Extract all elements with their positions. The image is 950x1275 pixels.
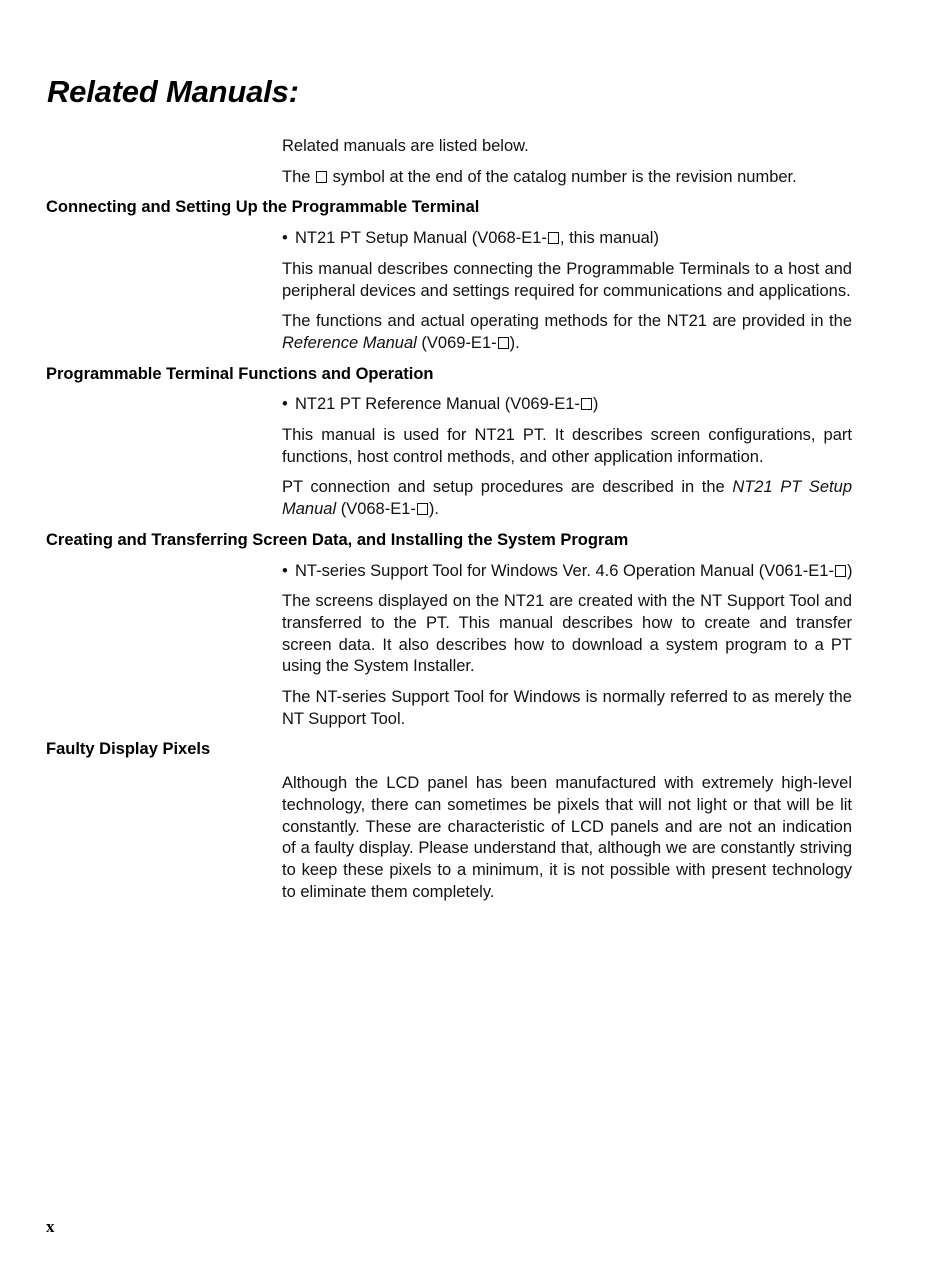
section-heading-functions: Programmable Terminal Functions and Operation [46, 364, 434, 383]
revision-box-icon [835, 565, 846, 577]
manual-bullet-reference [282, 394, 852, 416]
revision-box-icon [548, 232, 559, 244]
setup-ref-mid: (V069-E1- [416, 333, 497, 352]
revision-box-icon [417, 503, 428, 515]
revision-note-pre: The [282, 167, 316, 186]
support-tool-description: The screens displayed on the NT21 are created with the NT Support Tool and transferred to the PT. This manual describes how to create and transfer screen data. It also describes how to download a system program to a PT using the System Installer. [282, 592, 852, 676]
page-title: Related Manuals: [47, 74, 299, 109]
manual-bullet-support-tool-post: ) [846, 561, 853, 580]
section-heading-screen-data: Creating and Transferring Screen Data, and Installing the System Program [46, 530, 629, 549]
setup-description: This manual describes connecting the Programmable Terminals to a host and peripheral devices and settings required for communications and applications. [282, 259, 852, 300]
setup-ref-pre: The functions and actual operating methods for the NT21 are provided in the [282, 312, 852, 331]
revision-note-post: symbol at the end of the catalog number is the revision number. [328, 167, 797, 186]
manual-bullet-setup-pre: NT21 PT Setup Manual (V068-E1- [295, 229, 547, 248]
reference-note-post: ). [428, 500, 440, 519]
support-tool-note: The NT-series Support Tool for Windows is normally referred to as merely the NT Support Tool. [282, 688, 852, 728]
manual-bullet-setup [282, 228, 852, 250]
section-heading-setup: Connecting and Setting Up the Programmable Terminal [46, 198, 480, 217]
reference-note-mid: (V068-E1- [336, 500, 416, 519]
manual-bullet-reference-pre: NT21 PT Reference Manual (V069-E1- [295, 395, 580, 414]
revision-note [282, 167, 852, 189]
reference-note-pre: PT connection and setup procedures are described in the [282, 478, 733, 497]
setup-ref-post: ). [509, 333, 520, 352]
reference-note-title: NT21 PT Setup Manual [282, 478, 852, 519]
document-body [0, 136, 950, 912]
section-heading-faulty-pixels: Faulty Display Pixels [46, 740, 211, 759]
reference-setup-note [282, 477, 852, 520]
bullet-icon: • [282, 395, 288, 414]
intro-line: Related manuals are listed below. [282, 137, 529, 155]
reference-description: This manual is used for NT21 PT. It describes screen configurations, part functions, host control methods, and other application information. [282, 426, 852, 466]
revision-box-icon [581, 398, 592, 410]
manual-bullet-support-tool [282, 561, 852, 583]
manual-bullet-support-tool-pre: NT-series Support Tool for Windows Ver. 4.6 Operation Manual (V061-E1- [295, 561, 834, 580]
setup-reference-note [282, 311, 852, 354]
bullet-icon: • [282, 229, 288, 248]
page-number: x [46, 1217, 55, 1236]
manual-bullet-reference-post: ) [592, 395, 599, 414]
bullet-icon: • [282, 561, 288, 580]
revision-box-icon [316, 171, 327, 183]
faulty-pixels-description: Although the LCD panel has been manufactured with extremely high-level technology, there can sometimes be pixels that will not light or that will be lit constantly. These are characteristic of LCD panels and are not an indication of a faulty display. Please understand that, although we are constantly striving to keep these pixels to a minimum, it is not possible with present technology to eliminate them completely. [282, 774, 852, 901]
manual-bullet-setup-post: , this manual) [559, 229, 659, 248]
setup-ref-title: Reference Manual [282, 333, 417, 352]
revision-box-icon [498, 337, 509, 349]
